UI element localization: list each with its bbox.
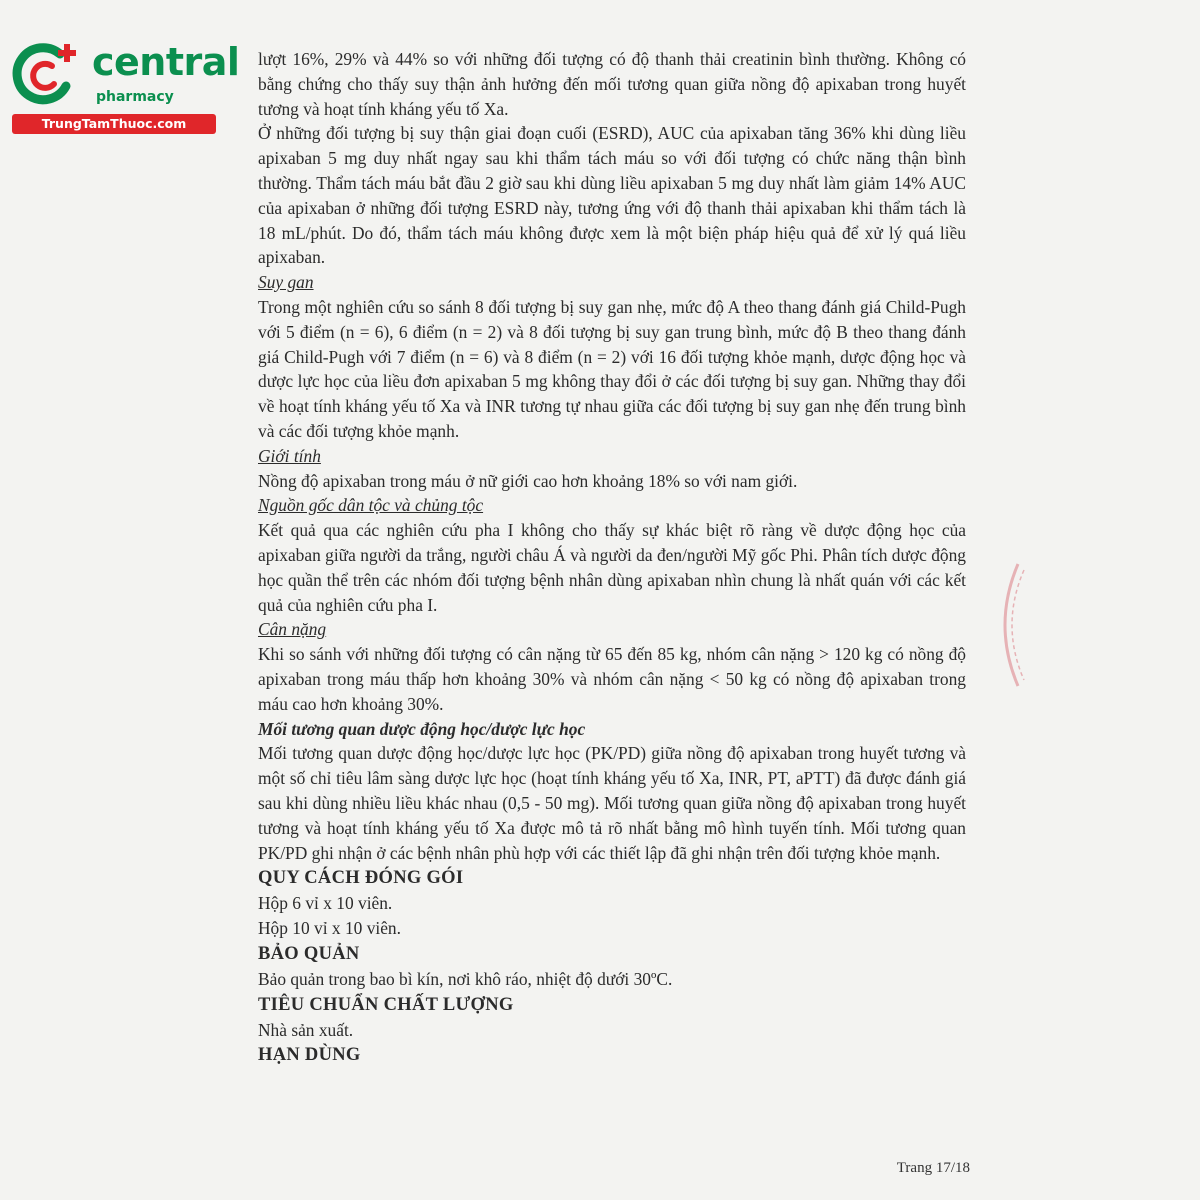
paragraph-renal-1: lượt 16%, 29% và 44% so với những đối tượng có độ thanh thải creatinin bình thường. Không có bằng chứng cho thấy suy thận ảnh hưởng đến mối tương quan giữa nồng độ apixaban trong huyết tương và hoạt tính kháng yếu tố Xa. bbox=[258, 49, 966, 119]
paragraph-pkpd: Mối tương quan dược động học/dược lực học (PK/PD) giữa nồng độ apixaban trong huyết tương và một số chỉ tiêu lâm sàng dược lực học (hoạt tính kháng yếu tố Xa, INR, PT, aPTT) đã được đánh giá sau khi dùng nhiều liều khác nhau (0,5 - 50 mg). Mối tương quan giữa nồng độ apixaban trong huyết tương và hoạt tính kháng yếu tố Xa được mô tả rõ nhất bằng mô hình tuyến tính. Mối tương quan PK/PD ghi nhận ở các bệnh nhân phù hợp với các thiết lập đã ghi nhận trên đối tượng khỏe mạnh. bbox=[258, 743, 966, 863]
paragraph-quality-standard: Nhà sản xuất. bbox=[258, 1019, 354, 1040]
subheading-race: Nguồn gốc dân tộc và chủng tộc bbox=[258, 495, 484, 516]
paragraph-race: Kết quả qua các nghiên cứu pha I không cho thấy sự khác biệt rõ ràng về dược động học của apixaban giữa người da trắng, người châu Á và người da đen/người Mỹ gốc Phi. Phân tích dược động học quần thể trên các nhóm đối tượng bệnh nhân dùng apixaban nhìn chung là nhất quán với các kết quả của nghiên cứu pha I. bbox=[258, 520, 966, 615]
paragraph-weight: Khi so sánh với những đối tượng có cân nặng từ 65 đến 85 kg, nhóm cân nặng > 120 kg có nồng độ apixaban trong máu thấp hơn khoảng 30% và nhóm cân nặng < 50 kg có nồng độ apixaban trong máu cao hơn khoảng 30%. bbox=[258, 644, 966, 714]
page-number: Trang 17/18 bbox=[896, 1160, 970, 1176]
central-pharmacy-logo bbox=[6, 34, 240, 138]
packaging-item-2: Hộp 10 vỉ x 10 viên. bbox=[258, 918, 401, 939]
red-stamp-mark-icon bbox=[988, 560, 1028, 690]
heading-quality-standard: TIÊU CHUẨN CHẤT LƯỢNG bbox=[258, 994, 514, 1015]
subheading-sex: Giới tính bbox=[258, 445, 321, 466]
paragraph-renal-esrd: Ở những đối tượng bị suy thận giai đoạn cuối (ESRD), AUC của apixaban tăng 36% khi dùng liều apixaban 5 mg duy nhất ngay sau khi thẩm tách máu so với đối tượng có chức năng thận bình thường. Thẩm tách máu bắt đầu 2 giờ sau khi dùng liều apixaban 5 mg duy nhất làm giảm 14% AUC của apixaban ở những đối tượng ESRD này, tương ứng với độ thanh thải apixaban khi thẩm tách là 18 mL/phút. Do đó, thẩm tách máu không được xem là một biện pháp hiệu quả để xử lý quá liều apixaban. bbox=[258, 123, 966, 268]
packaging-item-1: Hộp 6 vỉ x 10 viên. bbox=[258, 893, 393, 914]
heading-packaging: QUY CÁCH ĐÓNG GÓI bbox=[258, 868, 464, 889]
subheading-weight: Cân nặng bbox=[258, 619, 327, 640]
heading-expiry: HẠN DÙNG bbox=[258, 1045, 361, 1066]
heading-storage: BẢO QUẢN bbox=[258, 943, 360, 964]
subheading-liver: Suy gan bbox=[258, 272, 314, 293]
logo-url-banner: TrungTamThuoc.com bbox=[12, 114, 216, 134]
document-body bbox=[258, 47, 966, 1068]
paragraph-sex: Nồng độ apixaban trong máu ở nữ giới cao hơn khoảng 18% so với nam giới. bbox=[258, 470, 798, 491]
logo-name: central bbox=[92, 40, 240, 84]
paragraph-storage: Bảo quản trong bao bì kín, nơi khô ráo, nhiệt độ dưới 30ºC. bbox=[258, 968, 673, 989]
logo-subtitle: pharmacy bbox=[96, 89, 174, 105]
paragraph-liver: Trong một nghiên cứu so sánh 8 đối tượng bị suy gan nhẹ, mức độ A theo thang đánh giá Child-Pugh với 5 điểm (n = 6), 6 điểm (n = 2) và 8 đối tượng bị suy gan trung bình, mức độ B theo thang đánh giá Child-Pugh với 7 điểm (n = 6) và 8 điểm (n = 2) với 16 đối tượng khỏe mạnh, dược động học và dược lực học của liều đơn apixaban 5 mg không thay đổi ở các đối tượng bị suy gan. Những thay đổi về hoạt tính kháng yếu tố Xa và INR tương tự nhau giữa các đối tượng bị suy gan nhẹ đến trung bình và các đối tượng khỏe mạnh. bbox=[258, 296, 966, 441]
subheading-pkpd: Mối tương quan dược động học/dược lực học bbox=[258, 718, 586, 739]
central-logo-icon bbox=[10, 38, 82, 110]
